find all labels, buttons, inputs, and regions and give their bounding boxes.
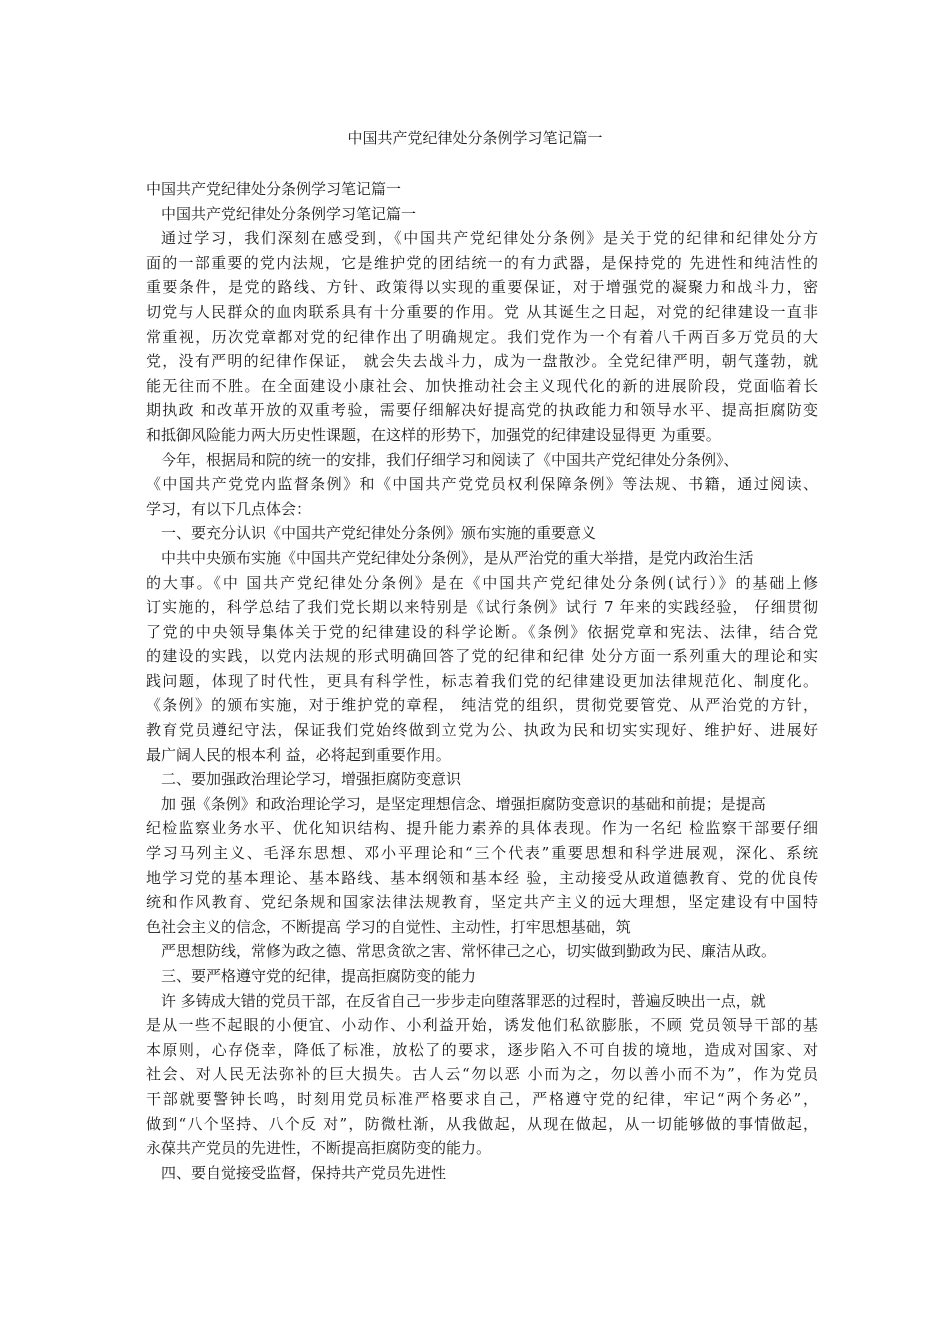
text-line: 能无往而不胜。在全面建设小康社会、加快推动社会主义现代化的新的进展阶段，党面临着长 — [146, 376, 818, 395]
text-line: 三、要严格遵守党的纪律，提高拒腐防变的能力 — [161, 967, 477, 985]
text-line: 中国共产党纪律处分条例学习笔记篇一 — [161, 204, 417, 223]
text-line: 是从一些不起眼的小便宜、小动作、小利益开始，诱发他们私欲膨胀，不顾 党员领导干部的基 — [146, 1016, 818, 1035]
text-line: 许 多铸成大错的党员干部，在反省自己一步步走向堕落罪恶的过程时，普遍反映出一点，就 — [161, 991, 766, 1010]
text-line: 常重视，历次党章都对党的纪律作出了明确规定。我们党作为一个有着八千两百多万党员的大 — [146, 327, 818, 346]
text-line: 党，没有严明的纪律作保证， 就会失去战斗力，成为一盘散沙。全党纪律严明，朝气蓬勃，就 — [146, 352, 818, 371]
text-line: 的建设的实践，以党内法规的形式明确回答了党的纪律和纪律 处分方面一系列重大的理论和实 — [146, 647, 818, 666]
text-line: 了党的中央领导集体关于党的纪律建设的科学论断。《条例》依据党章和宪法、法律，结合党 — [146, 622, 818, 641]
text-line: 和抵御风险能力两大历史性课题，在这样的形势下，加强党的纪律建设显得更 为重要。 — [146, 425, 721, 444]
text-line: 教育党员遵纪守法，保证我们党始终做到立党为公、执政为民和切实实现好、维护好、进展好 — [146, 721, 818, 740]
text-line: 二、要加强政治理论学习，增强拒腐防变意识 — [161, 770, 462, 789]
text-line: 《中国共产党党内监督条例》和《中国共产党党员权利保障条例》等法规、书籍，通过阅读、 — [146, 475, 818, 494]
text-line: 严思想防线，常修为政之德、常思贪欲之害、常怀律己之心，切实做到勤政为民、廉洁从政。 — [161, 942, 777, 961]
text-line: 学习马列主义、毛泽东思想、邓小平理论和“三个代表”重要思想和科学进展观，深化、系统 — [146, 844, 818, 863]
text-line: 中国共产党纪律处分条例学习笔记篇一 — [146, 180, 402, 198]
text-line: 重要条件，是党的路线、方针、政策得以实现的重要保证，对于增强党的凝聚力和战斗力，密 — [146, 278, 818, 297]
text-line: 一、要充分认识《中国共产党纪律处分条例》颁布实施的重要意义 — [161, 524, 597, 543]
text-line: 《条例》的颁布实施，对于维护党的章程， 纯洁党的组织，贯彻党要管党、从严治党的方针， — [146, 696, 818, 715]
page-title: 中国共产党纪律处分条例学习笔记篇一 — [347, 129, 603, 147]
text-line: 统和作风教育、党纪条规和国家法律法规教育，坚定共产主义的远大理想，坚定建设有中国特 — [146, 893, 818, 912]
text-line: 本原则，心存侥幸，降低了标准，放松了的要求，逐步陷入不可自拔的境地，造成对国家、对 — [146, 1040, 818, 1059]
text-line: 今年，根据局和院的统一的安排，我们仔细学习和阅读了《中国共产党纪律处分条例》、 — [161, 450, 739, 469]
text-line: 永葆共产党员的先进性，不断提高拒腐防变的能力。 — [146, 1139, 492, 1158]
text-line: 四、要自觉接受监督，保持共产党员先进性 — [161, 1163, 447, 1182]
text-line: 学习，有以下几点体会： — [146, 499, 312, 518]
text-line: 切党与人民群众的血肉联系具有十分重要的作用。党 从其诞生之日起，对党的纪律建设一直非 — [146, 302, 818, 321]
text-line: 的大事。《中 国共产党纪律处分条例》是在《中国共产党纪律处分条例(试行）》的基础上修 — [146, 573, 818, 592]
text-line: 通过学习，我们深刻在感受到，《中国共产党纪律处分条例》是关于党的纪律和纪律处分方 — [161, 229, 818, 248]
text-line: 践问题，体现了时代性，更具有科学性，标志着我们党的纪律建设更加法律规范化、制度化。 — [146, 671, 818, 690]
text-line: 做到“八个坚持、八个反 对”，防微杜渐，从我做起，从现在做起，从一切能够做的事情做起， — [146, 1114, 818, 1133]
text-line: 订实施的，科学总结了我们党长期以来特别是《试行条例》试行 7 年来的实践经验， 仔细贯彻 — [146, 598, 818, 617]
text-line: 面的一部重要的党内法规，它是维护党的团结统一的有力武器，是保持党的 先进性和纯洁性的 — [146, 253, 818, 272]
text-line: 最广阔人民的根本利 益，必将起到重要作用。 — [146, 745, 451, 764]
text-line: 社会、对人民无法弥补的巨大损失。古人云“勿以恶 小而为之，勿以善小而不为”，作为党员 — [146, 1065, 818, 1084]
text-line: 加 强《条例》和政治理论学习，是坚定理想信念、增强拒腐防变意识的基础和前提；是提高 — [161, 794, 766, 813]
document-body — [146, 177, 818, 1185]
text-line: 中共中央颁布实施《中国共产党纪律处分条例》，是从严治党的重大举措，是党内政治生活 — [161, 548, 754, 567]
text-line: 干部就要警钟长鸣，时刻用党员标准严格要求自己，严格遵守党的纪律，牢记“两个务必”， — [146, 1089, 818, 1108]
text-line: 期执政 和改革开放的双重考验，需要仔细解决好提高党的执政能力和领导水平、提高拒腐防变 — [146, 401, 818, 420]
text-line: 色社会主义的信念，不断提高 学习的自觉性、主动性，打牢思想基础，筑 — [146, 917, 631, 936]
text-line: 纪检监察业务水平、优化知识结构、提升能力素养的具体表现。作为一名纪 检监察干部要仔细 — [146, 819, 818, 838]
text-line: 地学习党的基本理论、基本路线、基本纲领和基本经 验，主动接受从政道德教育、党的优良传 — [146, 868, 818, 887]
